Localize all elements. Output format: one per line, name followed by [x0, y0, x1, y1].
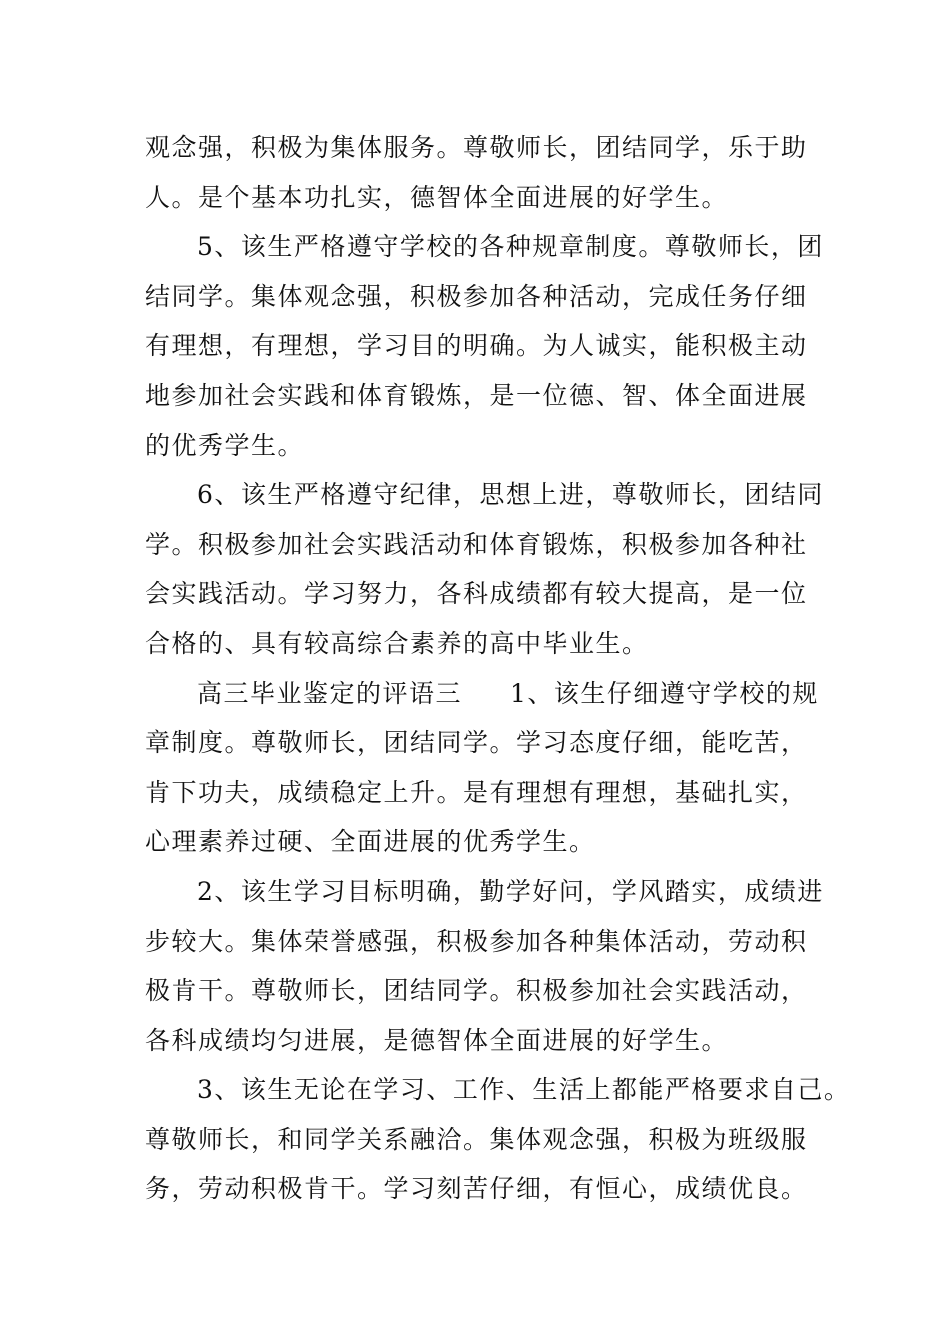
- paragraph-start-3: 3、该生无论在学习、工作、生活上都能严格要求自己。: [197, 1075, 851, 1105]
- text-line: 人。是个基本功扎实，德智体全面进展的好学生。: [145, 182, 729, 212]
- paragraph-start-2: 2、该生学习目标明确，勤学好问，学风踏实，成绩进: [197, 876, 824, 906]
- text-line: 肯下功夫，成绩稳定上升。是有理想有理想，基础扎实，: [145, 777, 808, 807]
- document-body: [145, 123, 851, 1214]
- text-line: 步较大。集体荣誉感强，积极参加各种集体活动，劳动积: [145, 926, 808, 956]
- text-line: 尊敬师长，和同学关系融洽。集体观念强，积极为班级服: [145, 1124, 808, 1154]
- text-line: 结同学。集体观念强，积极参加各种活动，完成任务仔细: [145, 281, 808, 311]
- text-line: 地参加社会实践和体育锻炼，是一位德、智、体全面进展: [145, 380, 808, 410]
- text-line: 各科成绩均匀进展，是德智体全面进展的好学生。: [145, 1025, 729, 1055]
- text-line: 极肯干。尊敬师长，团结同学。积极参加社会实践活动，: [145, 976, 808, 1006]
- text-line: 会实践活动。学习努力，各科成绩都有较大提高，是一位: [145, 579, 808, 609]
- section-heading: 高三毕业鉴定的评语三: [197, 678, 463, 708]
- text-line: 有理想，有理想，学习目的明确。为人诚实，能积极主动: [145, 331, 808, 361]
- section-heading-line: [145, 669, 825, 719]
- text-line: 务，劳动积极肯干。学习刻苦仔细，有恒心，成绩优良。: [145, 1174, 808, 1204]
- text-line: 章制度。尊敬师长，团结同学。学习态度仔细，能吃苦，: [145, 728, 808, 758]
- text-line: 学。积极参加社会实践活动和体育锻炼，积极参加各种社: [145, 529, 808, 559]
- paragraph-start-5: 5、该生严格遵守学校的各种规章制度。尊敬师长，团: [197, 232, 824, 262]
- paragraph-start-1: 1、该生仔细遵守学校的规: [510, 678, 819, 708]
- text-line: 心理素养过硬、全面进展的优秀学生。: [145, 827, 596, 857]
- text-line: 观念强，积极为集体服务。尊敬师长，团结同学，乐于助: [145, 133, 808, 162]
- text-line: 合格的、具有较高综合素养的高中毕业生。: [145, 628, 649, 658]
- paragraph-start-6: 6、该生严格遵守纪律，思想上进，尊敬师长，团结同: [197, 480, 824, 510]
- text-line: 的优秀学生。: [145, 430, 305, 460]
